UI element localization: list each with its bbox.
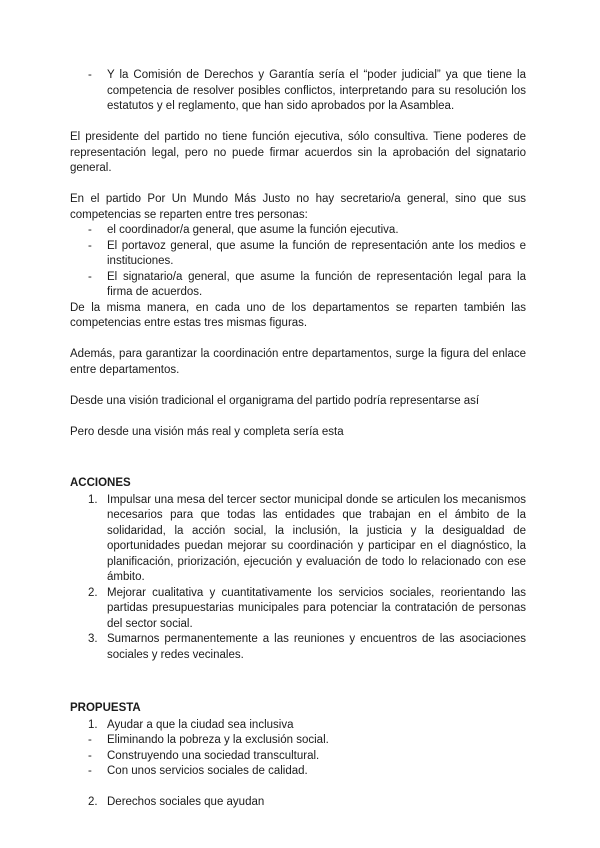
list-item bbox=[70, 270, 526, 301]
bullet-text: El portavoz general, que asume la función de representación ante los medios e instituciones. bbox=[107, 239, 526, 267]
section-acciones bbox=[70, 476, 526, 663]
list-item bbox=[70, 223, 526, 239]
paragraph-presidente: El presidente del partido no tiene función ejecutiva, sólo consultiva. Tiene poderes de representación legal, pero no puede firmar acuerdos sin la aprobación del signatario general. bbox=[70, 131, 526, 174]
numbered-item bbox=[70, 632, 526, 663]
numbered-text: Ayudar a que la ciudad sea inclusiva bbox=[107, 718, 294, 731]
number-marker: 3. bbox=[88, 633, 98, 645]
numbered-text: Sumarnos permanentemente a las reuniones y encuentros de las asociaciones sociales y redes vecinales. bbox=[107, 633, 526, 661]
bullet-marker: - bbox=[88, 749, 92, 762]
bullet-marker: - bbox=[88, 765, 92, 777]
paragraph-vision-tradicional: Desde una visión tradicional el organigrama del partido podría representarse así bbox=[70, 394, 480, 407]
list-item bbox=[70, 764, 526, 780]
bullet-text: Eliminando la pobreza y la exclusión social. bbox=[107, 734, 329, 746]
bullet-marker: - bbox=[88, 224, 92, 236]
list-item bbox=[70, 68, 526, 115]
bullet-marker: - bbox=[88, 69, 92, 81]
numbered-item bbox=[70, 586, 526, 633]
paragraph-misma-manera: De la misma manera, en cada uno de los departamentos se reparten también las competencias entre estas tres mismas figuras. bbox=[70, 301, 526, 329]
number-marker: 2. bbox=[88, 796, 98, 808]
number-marker: 1. bbox=[88, 493, 98, 506]
bullet-text: Construyendo una sociedad transcultural. bbox=[107, 749, 320, 762]
bullet-text: Y la Comisión de Derechos y Garantía sería el “poder judicial” ya que tiene la competencia de resolver posibles conflictos, interpretando para su resolución los estatutos y el reglamento, que han sido aprobados por la Asamblea. bbox=[107, 69, 526, 112]
paragraph-partido: En el partido Por Un Mundo Más Justo no hay secretario/a general, sino que sus competencias se reparten entre tres personas: bbox=[70, 193, 526, 221]
paragraph-ademas: Además, para garantizar la coordinación entre departamentos, surge la figura del enlace entre departamentos. bbox=[70, 348, 526, 376]
numbered-item bbox=[70, 493, 526, 586]
number-marker: 2. bbox=[88, 586, 98, 599]
list-item bbox=[70, 239, 526, 270]
bullet-text: el coordinador/a general, que asume la función ejecutiva. bbox=[107, 224, 399, 236]
paragraph-vision-real: Pero desde una visión más real y completa sería esta bbox=[70, 425, 344, 438]
numbered-item bbox=[70, 718, 526, 734]
numbered-item bbox=[70, 795, 526, 811]
bullet-text: El signatario/a general, que asume la función de representación legal para la firma de acuerdos. bbox=[107, 270, 526, 298]
section-heading-acciones: ACCIONES bbox=[70, 477, 131, 489]
list-item bbox=[70, 749, 526, 765]
list-item bbox=[70, 733, 526, 749]
bullet-marker: - bbox=[88, 270, 92, 283]
bullet-text: Con unos servicios sociales de calidad. bbox=[107, 765, 308, 777]
section-heading-propuesta: PROPUESTA bbox=[70, 702, 141, 714]
numbered-text: Impulsar una mesa del tercer sector municipal donde se articulen los mecanismos necesarios para que todas las entidades que trabajan en el ámbito de la solidaridad, la acción social, la inclusión, la justicia y la desigualdad de oportunidades puedan mejorar su coordinación y participar en el diagnóstico, la planificación, priorización, ejecución y evaluación de todo lo relacionado con ese ámbito. bbox=[107, 493, 526, 583]
numbered-text: Derechos sociales que ayudan bbox=[107, 796, 265, 808]
section-propuesta bbox=[70, 701, 526, 811]
numbered-text: Mejorar cualitativa y cuantitativamente los servicios sociales, reorientando las partidas presupuestarias municipales para potenciar la contratación de personas del sector social. bbox=[107, 586, 526, 630]
number-marker: 1. bbox=[88, 718, 98, 731]
bullet-marker: - bbox=[88, 734, 92, 746]
bullet-marker: - bbox=[88, 239, 92, 252]
